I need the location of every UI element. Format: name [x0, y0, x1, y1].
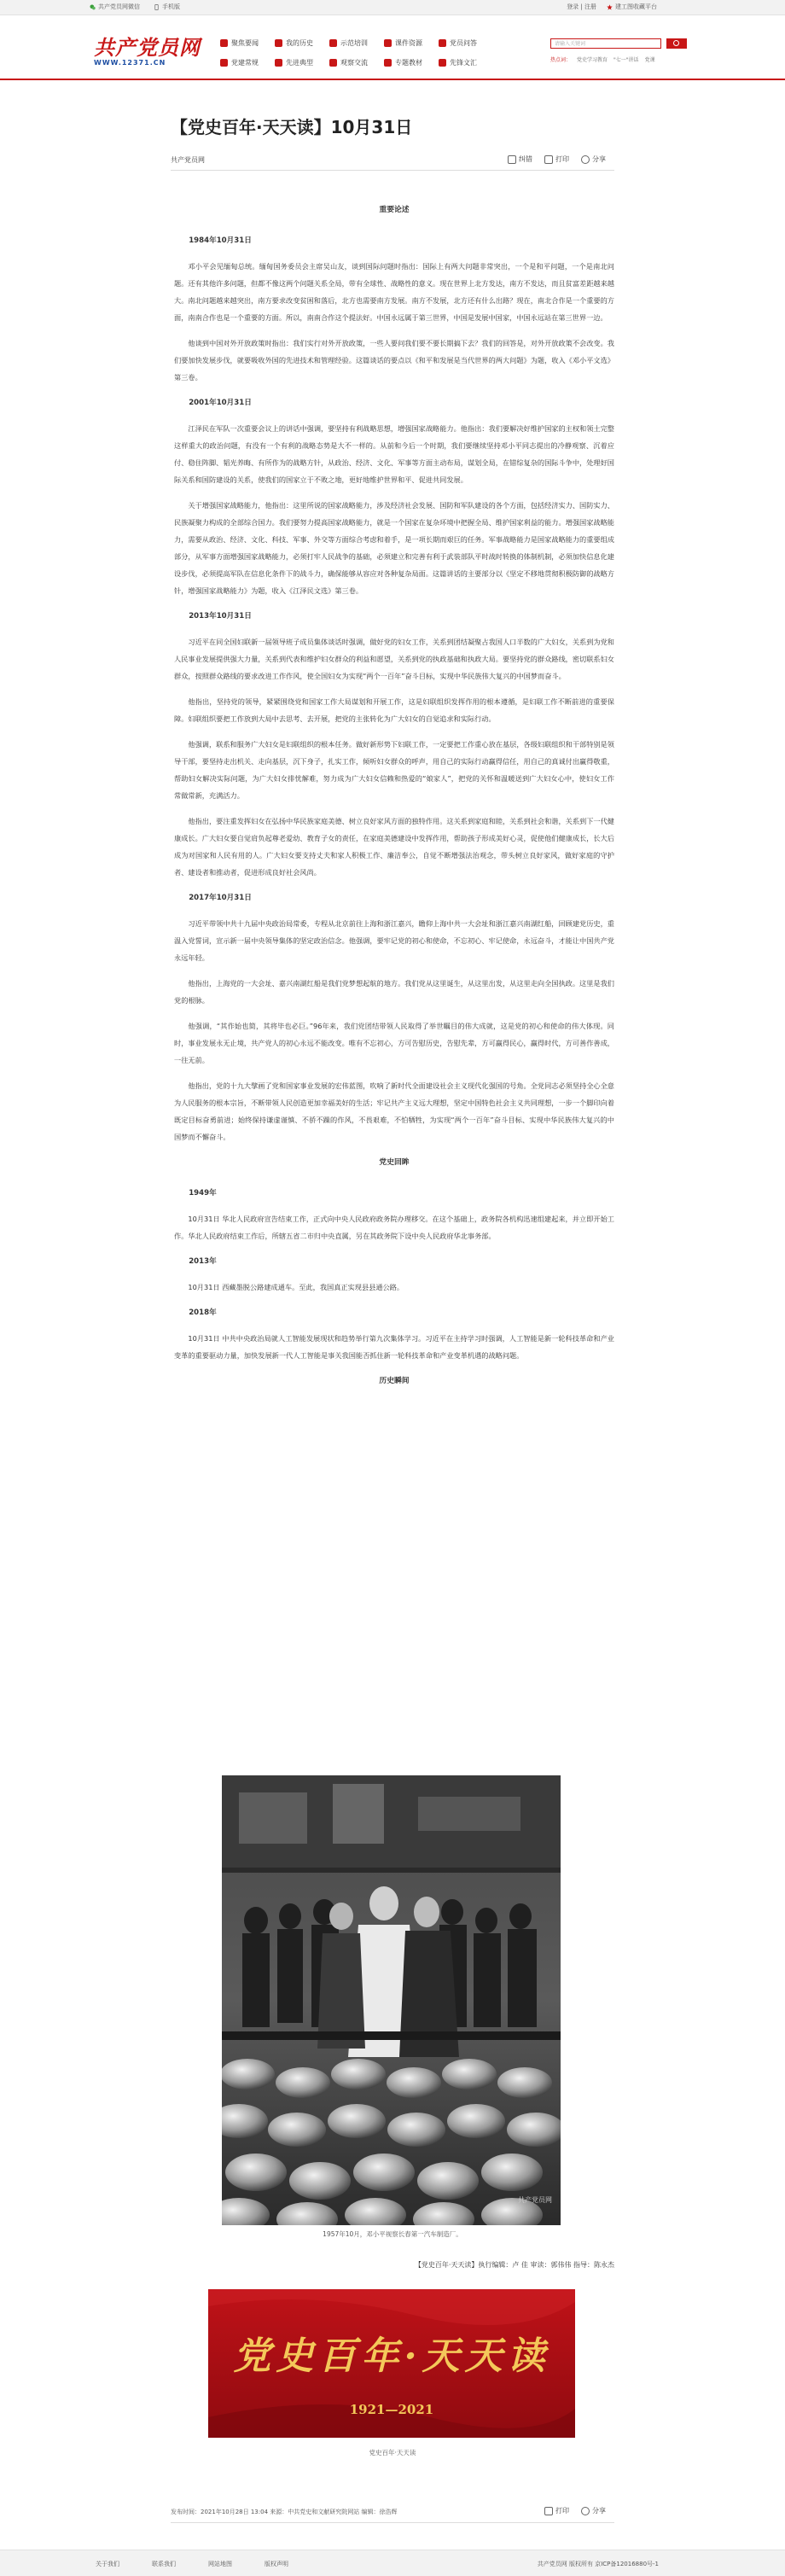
logo-text: 共产党员网	[94, 35, 201, 60]
footer-link-copyright[interactable]: 版权声明	[265, 2561, 288, 2567]
print-button[interactable]	[544, 2506, 569, 2515]
tool-label: 分享	[592, 2507, 606, 2515]
historic-photo-drawing	[222, 1775, 561, 2225]
paragraph: 他强调，联系和服务广大妇女是妇联组织的根本任务。做好新形势下妇联工作，一定要把工作重心放在基层，各级妇联组织和干部特别是领导干部，要坚持走出机关、走向基层，沉下身子，扎实工作，倾听妇女群众的呼声，用自己的实际行动赢得信任，用自己的真诚付出赢得敬重，帮助妇女解决实际问题，为广大妇女排忧解难，努力成为广大妇女信赖和热爱的“娘家人”，把党的关怀和温暖送到广大妇女心中，使妇女工作常做常新，充满活力。	[174, 740, 614, 800]
nav-bullet-icon	[439, 59, 446, 67]
hotword-link[interactable]: 党史学习教育	[577, 57, 608, 63]
date-heading: 2001年10月31日	[189, 399, 252, 407]
paragraph: 江泽民在军队一次重要会议上的讲话中强调，要坚持有利战略思想，增强国家战略能力。他指出：我们要解决好维护国家的主权和领土完整这样重大的政治问题，有没有一个有利的战略态势是大不一样的。从前和今后一个时期，我们要继续坚持邓小平同志提出的冷静观察、沉着应付、稳住阵脚、韬光养晦、有所作为的战略方针，从政治、经济、文化、军事等方面主动布局，谋划全局，在错综复杂的国际斗争中，处理好国际关系和国防建设的关系，使我们的国家立于不败之地，更好地维护世界和平、促进共同发展。	[174, 424, 614, 484]
search-input[interactable]: 请输入关键词	[550, 38, 661, 49]
paragraph: 他指出，坚持党的领导，紧紧围绕党和国家工作大局谋划和开展工作，这是妇联组织发挥作用的根本遵循，是妇联工作不断前进的重要保障。妇联组织要把工作放到大局中去思考、去开展，把党的主张转化为广大妇女的自觉追求和实际行动。	[174, 697, 614, 723]
footer-link-sitemap[interactable]: 网站地图	[208, 2561, 232, 2567]
footer-link-contact[interactable]: 联系我们	[152, 2561, 176, 2567]
footer-link-about[interactable]: 关于我们	[96, 2561, 119, 2567]
share-button[interactable]	[581, 2506, 606, 2515]
nav-item[interactable]	[384, 38, 439, 48]
nav-label: 先进典型	[286, 59, 313, 67]
banner-caption: 党史百年·天天读	[369, 2449, 416, 2457]
footer-links	[96, 2560, 288, 2568]
hotword-link[interactable]: "七一"讲话	[613, 57, 639, 63]
article-tools	[508, 154, 606, 164]
date-heading: 2013年	[189, 1257, 217, 1266]
editor-credits: 【党史百年·天天读】执行编辑：卢 佳 审读：郭伟伟 指导：陈永杰	[414, 2261, 614, 2269]
article-title: 【党史百年·天天读】10月31日	[171, 117, 413, 137]
search-button[interactable]	[666, 38, 687, 49]
nav-item[interactable]	[384, 58, 439, 67]
header-divider	[0, 79, 785, 80]
date-heading: 2017年10月31日	[189, 894, 252, 902]
nav-label: 党员问答	[450, 39, 477, 47]
mobile-link[interactable]	[154, 3, 180, 11]
nav-item[interactable]	[220, 58, 275, 67]
date-heading: 2013年10月31日	[189, 612, 252, 621]
nav-bullet-icon	[275, 59, 282, 67]
nav-bullet-icon	[384, 59, 392, 67]
section-heading: 党史回眸	[379, 1158, 410, 1167]
bottom-meta	[171, 2508, 614, 2520]
nav-bullet-icon	[329, 39, 337, 47]
paragraph: 他指出，党的十九大擘画了党和国家事业发展的宏伟蓝图，吹响了新时代全面建设社会主义现代化强国的号角。全党同志必须坚持全心全意为人民服务的根本宗旨，不断带领人民创造更加幸福美好的生活；牢记共产主义远大理想，坚定中国特色社会主义共同理想，一步一个脚印向着既定目标奋勇前进；始终保持谦虚谨慎、不骄不躁的作风，不畏艰难，不怕牺牲，为实现“两个一百年”奋斗目标、实现中华民族伟大复兴的中国梦而不懈奋斗。	[174, 1081, 614, 1141]
bottom-divider	[171, 2522, 614, 2523]
edit-icon	[508, 155, 516, 164]
hotword-link[interactable]: 党课	[644, 57, 655, 63]
collect-link[interactable]	[607, 3, 657, 11]
tool-label: 纠错	[519, 155, 532, 163]
search-area	[550, 38, 661, 49]
paragraph: 10月31日 华北人民政府宣告结束工作，正式向中央人民政府政务院办理移交。在这个基础上，政务院各机构迅速组建起来，并立即开始工作。华北人民政府结束工作后，所辖五省二市归中央直属，另在其政务院下设中央人民政府华北事务部。	[174, 1215, 614, 1240]
nav-bullet-icon	[329, 59, 337, 67]
logo-url: WWW.12371.CN	[94, 59, 166, 67]
article-meta	[171, 155, 614, 167]
nav-item[interactable]	[329, 58, 384, 67]
bottom-tools	[544, 2506, 606, 2515]
nav-bullet-icon	[275, 39, 282, 47]
date-heading: 1949年	[189, 1189, 217, 1198]
paragraph: 他谈到中国对外开放政策时指出：我们实行对外开放政策，一些人要问我们要不要长期搞下去？我们的回答是，对外开放政策不会改变。我们要加快发展步伐，就要吸收外国的先进技术和管理经验。这篇谈话的要点以《和平和发展是当代世界的两大问题》为题，收入《邓小平文选》第三卷。	[174, 339, 614, 382]
nav-label: 观察交流	[340, 59, 368, 67]
mobile-link-label: 手机版	[162, 3, 180, 10]
nav-bullet-icon	[220, 39, 228, 47]
login-register-link[interactable]: 登录 | 注册	[567, 3, 596, 10]
mobile-icon	[154, 4, 160, 10]
site-header	[0, 15, 785, 77]
nav-bullet-icon	[384, 39, 392, 47]
paragraph: 习近平带领中共十九届中央政治局常委，专程从北京前往上海和浙江嘉兴，瞻仰上海中共一大会址和浙江嘉兴南湖红船，回顾建党历史，重温入党誓词，宣示新一届中央领导集体的坚定政治信念。他强调，要牢记党的初心和使命，不忘初心、牢记使命，永远奋斗，才能让中国共产党永远年轻。	[174, 919, 614, 962]
nav-label: 我的历史	[286, 39, 313, 47]
section-heading: 重要论述	[379, 206, 410, 214]
main-nav	[220, 38, 493, 67]
series-banner	[208, 2289, 575, 2438]
star-icon	[607, 4, 613, 10]
paragraph: 他指出，要注重发挥妇女在弘扬中华民族家庭美德、树立良好家风方面的独特作用。这关系到家庭和睦，关系到社会和谐，关系到下一代健康成长。广大妇女要自觉肩负起尊老爱幼、教育子女的责任，在家庭美德建设中发挥作用，帮助孩子形成美好心灵，促使他们健康成长，长大后成为对国家和人民有用的人。广大妇女要支持丈夫和家人积极工作、廉洁奉公，自觉不断增强法治观念，带头树立良好家风，做好家庭的守护者、建设者和推动者，促进形成良好社会风尚。	[174, 817, 614, 877]
banner-years: 1921—2021	[349, 2402, 434, 2417]
footer-copyright: 共产党员网 版权所有 京ICP备12016880号-1	[537, 2561, 659, 2567]
paragraph: 他指出，上海党的一大会址、嘉兴南湖红船是我们党梦想起航的地方。我们党从这里诞生，从这里出发，从这里走向全国执政。这里是我们党的根脉。	[174, 979, 614, 1005]
wechat-link[interactable]	[90, 3, 140, 11]
paragraph: 10月31日 西藏墨脱公路建成通车。至此，我国真正实现县县通公路。	[188, 1283, 404, 1291]
share-icon	[581, 155, 590, 164]
share-button[interactable]	[581, 154, 606, 164]
date-heading: 1984年10月31日	[189, 236, 252, 245]
nav-item[interactable]	[439, 58, 493, 67]
historic-photo	[222, 1775, 561, 2225]
nav-label: 课件资源	[395, 39, 422, 47]
wechat-link-label: 共产党员网微信	[98, 3, 140, 10]
tool-label: 打印	[555, 2507, 569, 2515]
printer-icon	[544, 155, 553, 164]
printer-icon	[544, 2507, 553, 2515]
tool-label: 打印	[555, 155, 569, 163]
paragraph: 关于增强国家战略能力，他指出：这里所说的国家战略能力，涉及经济社会发展、国防和军队建设的各个方面，包括经济实力、国防实力、民族凝聚力构成的全部综合国力。我们要努力提高国家战略能力，就是一个国家在复杂环境中把握全局、维护国家利益的能力。增强国家战略能力，需要从政治、经济、文化、科技、军事、外交等方面综合考虑和着手，是一项长期而艰巨的任务。军事战略能力是国家战略能力的重要组成部分，从军事方面增强国家战略能力，必须打牢人民战争的基础，必须建立和完善有利于武装部队平时战时转换的体制机制，必须加快信息化建设步伐，必须提高军队在信息化条件下的战斗力，确保能够从容应对各种复杂局面。这篇讲话的主要部分以《坚定不移地贯彻积极防御的战略方针，增强国家战略能力》为题，收入《江泽民文选》第三卷。	[174, 501, 614, 595]
share-icon	[581, 2507, 590, 2515]
nav-bullet-icon	[220, 59, 228, 67]
nav-label: 先锋文汇	[450, 59, 477, 67]
publish-info: 发布时间：2021年10月28日 13:04 来源：中共党史和文献研究院网站 编辑：徐浩辉	[171, 2509, 398, 2515]
article-body	[174, 196, 614, 1403]
paragraph: 邓小平会见缅甸总统。缅甸国务委员会主席吴山友，谈到国际问题时指出：国际上有两大问题非常突出，一个是和平问题，一个是南北问题。还有其他许多问题，但都不像这两个问题关系全局，带有全球性、战略性的意义。现在世界上北方发达，南方不发达，而且贫富差距越来越大。南北问题越来越突出，南方要求改变贫困和落后，北方也需要南方发展。南方不发展，北方还有什么出路？现在，南北合作是一个重要的方面，南南合作也是一个重要的方面。所以，南南合作这个提法好。中国永远属于第三世界，中国是发展中国家，中国永远站在第三世界一边。	[174, 262, 614, 322]
paragraph: 10月31日 中共中央政治局就人工智能发展现状和趋势举行第九次集体学习。习近平在主持学习时强调，人工智能是新一轮科技革命和产业变革的重要驱动力量，加快发展新一代人工智能是事关我国能否抓住新一轮科技革命和产业变革机遇的战略问题。	[174, 1334, 614, 1360]
photo-watermark: 共产党员网	[518, 2196, 552, 2204]
nav-label: 专题教材	[395, 59, 422, 67]
photo-caption: 1957年10月，邓小平视察长春第一汽车制造厂。	[323, 2230, 462, 2238]
hotwords	[550, 55, 655, 63]
hotwords-label: 热点词：	[550, 57, 572, 63]
site-logo[interactable]	[94, 31, 205, 73]
nav-item[interactable]	[275, 58, 329, 67]
nav-bullet-icon	[439, 39, 446, 47]
meta-divider	[171, 170, 614, 171]
article-source: 共产党员网	[171, 156, 205, 164]
wechat-icon	[90, 4, 96, 10]
nav-item[interactable]	[329, 38, 384, 48]
tool-label: 分享	[592, 155, 606, 163]
paragraph: 习近平在同全国妇联新一届领导班子成员集体谈话时强调，做好党的妇女工作，关系到团结凝聚占我国人口半数的广大妇女，关系到为党和人民事业发展提供强大力量，关系到代表和维护妇女群众的利益和愿望，关系到党的执政基础和执政大局。要坚持党的群众路线，密切联系妇女群众，按照群众路线的要求改进工作作风，使全国妇女为实现“两个一百年”奋斗目标，实现中华民族伟大复兴的中国梦而奋斗。	[174, 638, 614, 680]
nav-item[interactable]	[275, 38, 329, 48]
nav-item[interactable]	[439, 38, 493, 48]
nav-label: 党建常规	[231, 59, 259, 67]
top-utility-bar	[0, 0, 785, 15]
nav-label: 聚焦要闻	[231, 39, 259, 47]
section-heading: 历史瞬间	[379, 1377, 410, 1385]
collect-link-label: 建工图收藏平台	[615, 3, 657, 10]
paragraph: 他强调，“其作始也简，其将毕也必巨。”96年来，我们党团结带领人民取得了举世瞩目的伟大成就，这是党的初心和使命的伟大体现。同时，事业发展永无止境，共产党人的初心永远不能改变。唯有不忘初心，方可告慰历史，告慰先辈，方可赢得民心，赢得时代，方可善作善成，一往无前。	[174, 1022, 614, 1064]
date-heading: 2018年	[189, 1308, 217, 1317]
correction-button[interactable]	[508, 154, 532, 164]
site-footer	[0, 2550, 785, 2576]
print-button[interactable]	[544, 154, 569, 164]
nav-label: 示范培训	[340, 39, 368, 47]
banner-title: 党史百年·天天读	[233, 2334, 550, 2378]
nav-item[interactable]	[220, 38, 275, 48]
